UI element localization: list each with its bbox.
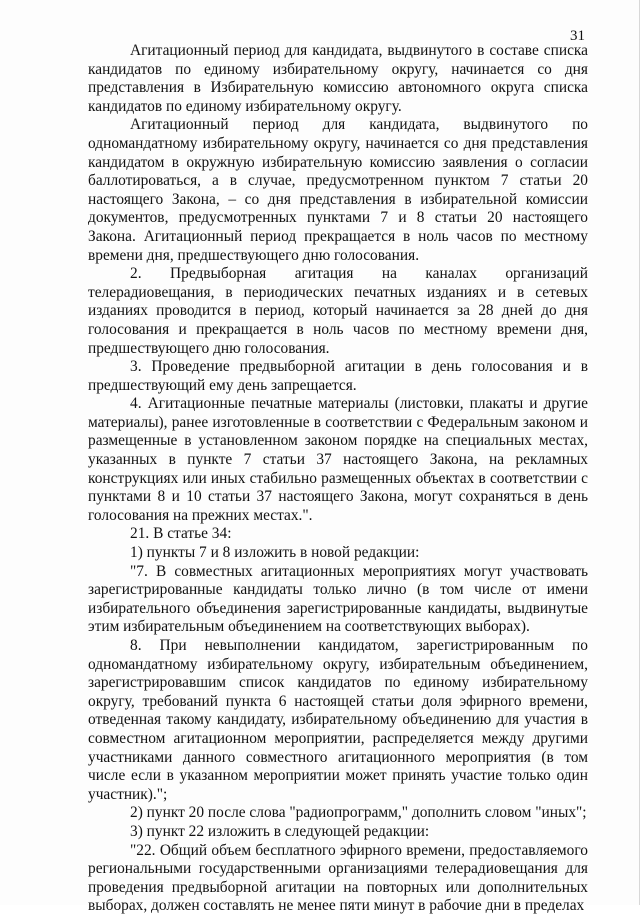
document-body	[88, 42, 588, 916]
paragraph: 3) пункт 22 изложить в следующей редакции:	[130, 822, 430, 840]
paragraph: 1) пункты 7 и 8 изложить в новой редакции:	[130, 544, 420, 562]
paragraph: 8. При невыполнении кандидатом, зарегистрированным по одномандатному избирательному округу, избирательным объединением, зарегистрировавшим список кандидатов по единому избирательному округу, требований пункта 6 настоящей статьи доля эфирного времени, отведенная такому кандидату, избирательному объединению для участия в совместном агитационном мероприятии, распределяется между другими участниками данного совместного агитационного мероприятия (в том числе если в указанном мероприятии может принять участие только один участник).";	[88, 637, 588, 803]
paragraph: 2) пункт 20 после слова "радиопрограмм," дополнить словом "иных";	[130, 804, 587, 822]
paragraph: 3. Проведение предвыборной агитации в день голосования и в предшествующий ему день запрещается.	[88, 358, 588, 394]
page-number: 31	[570, 28, 585, 44]
paragraph: Агитационный период для кандидата, выдвинутого по одномандатному избирательному округу, начинается со дня представления кандидатом в окружную избирательную комиссию заявления о согласии баллотироваться, а в случае, предусмотренном пунктом 7 статьи 20 настоящего Закона, – со дня представления в избирательной комиссии документов, предусмотренных пунктами 7 и 8 статьи 20 настоящего Закона. Агитационный период прекращается в ноль часов по местному времени дня, предшествующего дню голосования.	[88, 116, 588, 264]
paragraph: Агитационный период для кандидата, выдвинутого в составе списка кандидатов по единому избирательному округу, начинается со дня представления в Избирательную комиссию автономного округа списка кандидатов по единому избирательному округу.	[88, 42, 588, 115]
paragraph: 21. В статье 34:	[130, 525, 232, 543]
paragraph: 4. Агитационные печатные материалы (листовки, плакаты и другие материалы), ранее изготовленные в соответствии с Федеральным законом и размещенные в установленном законом порядке на специальных местах, указанных в пункте 7 статьи 37 настоящего Закона, на рекламных конструкциях или иных стабильно размещенных объектах в соответствии с пунктами 8 и 10 статьи 37 настоящего Закона, могут сохраняться в день голосования на прежних местах.".	[88, 395, 588, 524]
paragraph: "7. В совместных агитационных мероприятиях могут участвовать зарегистрированные кандидаты только лично (в том числе от имени избирательного объединения зарегистрированные кандидаты, выдвинутые этим избирательным объединением на соответствующих выборах).	[88, 562, 588, 636]
paragraph: 2. Предвыборная агитация на каналах организаций телерадиовещания, в периодических печатных изданиях и в сетевых изданиях проводится в период, который начинается за 28 дней до дня голосования и прекращается в ноль часов по местному времени дня, предшествующего дню голосования.	[88, 265, 588, 357]
paragraph: "22. Общий объем бесплатного эфирного времени, предоставляемого региональными государственными организациями телерадиовещания для проведения предвыборной агитации на повторных или дополнительных выборах, должен составлять не менее пяти минут в рабочие дни в пределах	[88, 841, 588, 915]
